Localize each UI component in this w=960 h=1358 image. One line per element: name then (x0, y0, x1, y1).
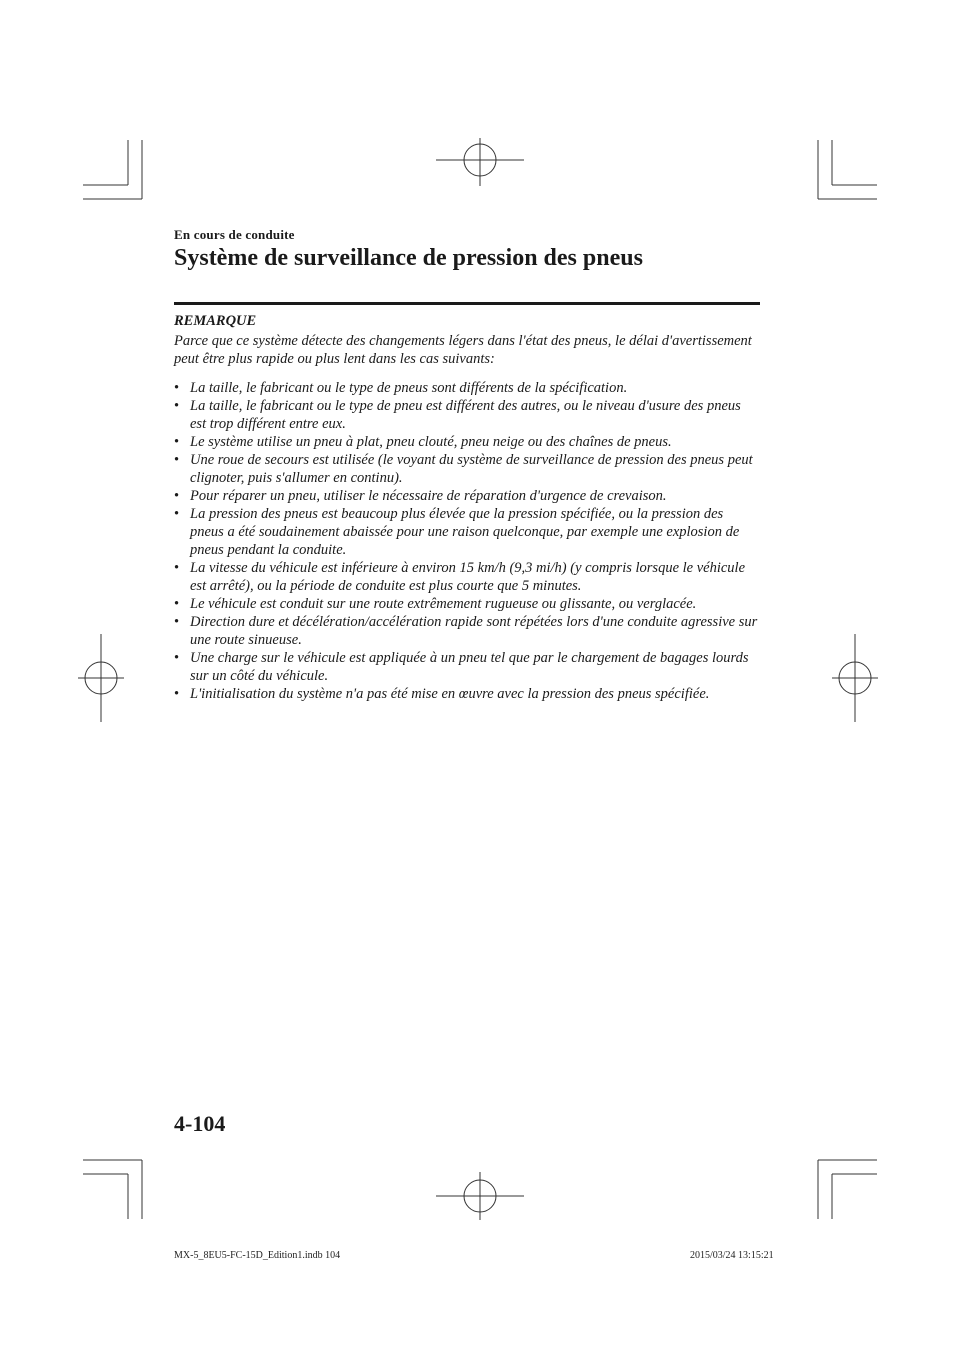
bullet: • (174, 434, 180, 450)
bullet: • (174, 380, 180, 396)
list-item-text: La taille, le fabricant ou le type de pneus sont différents de la spécification. (190, 380, 628, 396)
list-item (174, 649, 760, 685)
page-number: 4-104 (174, 1111, 226, 1136)
bullet: • (174, 686, 180, 702)
print-slug-timestamp: 2015/03/24 13:15:21 (690, 1250, 774, 1261)
list-item (174, 433, 760, 451)
list-item-text: Une roue de secours est utilisée (le voyant du système de surveillance de pression des pneus peut clignoter, puis s'allumer en continu). (190, 452, 753, 486)
list-item-text: Pour réparer un pneu, utiliser le nécessaire de réparation d'urgence de crevaison. (190, 488, 667, 504)
list-item-text: L'initialisation du système n'a pas été mise en œuvre avec la pression des pneus spécifiée. (190, 686, 710, 702)
list-item (174, 559, 760, 595)
list-item (174, 487, 760, 505)
list-item (174, 505, 760, 559)
list-item (174, 595, 760, 613)
bullet: • (174, 452, 180, 468)
note-intro: Parce que ce système détecte des changements légers dans l'état des pneus, le délai d'avertissement peut être plus rapide ou plus lent dans les cas suivants: (174, 333, 752, 367)
page-title: Système de surveillance de pression des pneus (174, 245, 643, 271)
bullet: • (174, 398, 180, 414)
list-item-text: La taille, le fabricant ou le type de pneu est différent des autres, ou le niveau d'usure des pneus est trop différent entre eux. (190, 398, 741, 432)
note-list (174, 379, 760, 703)
list-item-text: Le véhicule est conduit sur une route extrêmement rugueuse ou glissante, ou verglacée. (190, 596, 697, 612)
section-label: En cours de conduite (174, 227, 295, 242)
bullet: • (174, 560, 180, 576)
bullet: • (174, 650, 180, 666)
list-item (174, 685, 760, 703)
print-slug-file: MX-5_8EU5-FC-15D_Edition1.indb 104 (174, 1250, 341, 1261)
list-item (174, 397, 760, 433)
list-item-text: Une charge sur le véhicule est appliquée à un pneu tel que par le chargement de bagages lourds sur un côté du véhicule. (190, 650, 749, 684)
note-heading: REMARQUE (174, 313, 257, 329)
list-item-text: Direction dure et décélération/accélération rapide sont répétées lors d'une conduite agressive sur une route sinueuse. (190, 614, 758, 648)
list-item-text: La pression des pneus est beaucoup plus élevée que la pression spécifiée, ou la pression des pneus a été soudainement abaissée pour une raison quelconque, par exemple une explosion de pneus pendant la conduite. (190, 506, 740, 558)
list-item-text: Le système utilise un pneu à plat, pneu clouté, pneu neige ou des chaînes de pneus. (190, 434, 672, 450)
bullet: • (174, 614, 180, 630)
list-item (174, 379, 760, 397)
note-block (174, 312, 760, 703)
list-item (174, 613, 760, 649)
list-item (174, 451, 760, 487)
bullet: • (174, 596, 180, 612)
bullet: • (174, 506, 180, 522)
bullet: • (174, 488, 180, 504)
list-item-text: La vitesse du véhicule est inférieure à environ 15 km/h (9,3 mi/h) (y compris lorsque le véhicule est arrêté), ou la période de conduite est plus courte que 5 minutes. (190, 560, 746, 594)
title-rule (174, 302, 760, 305)
